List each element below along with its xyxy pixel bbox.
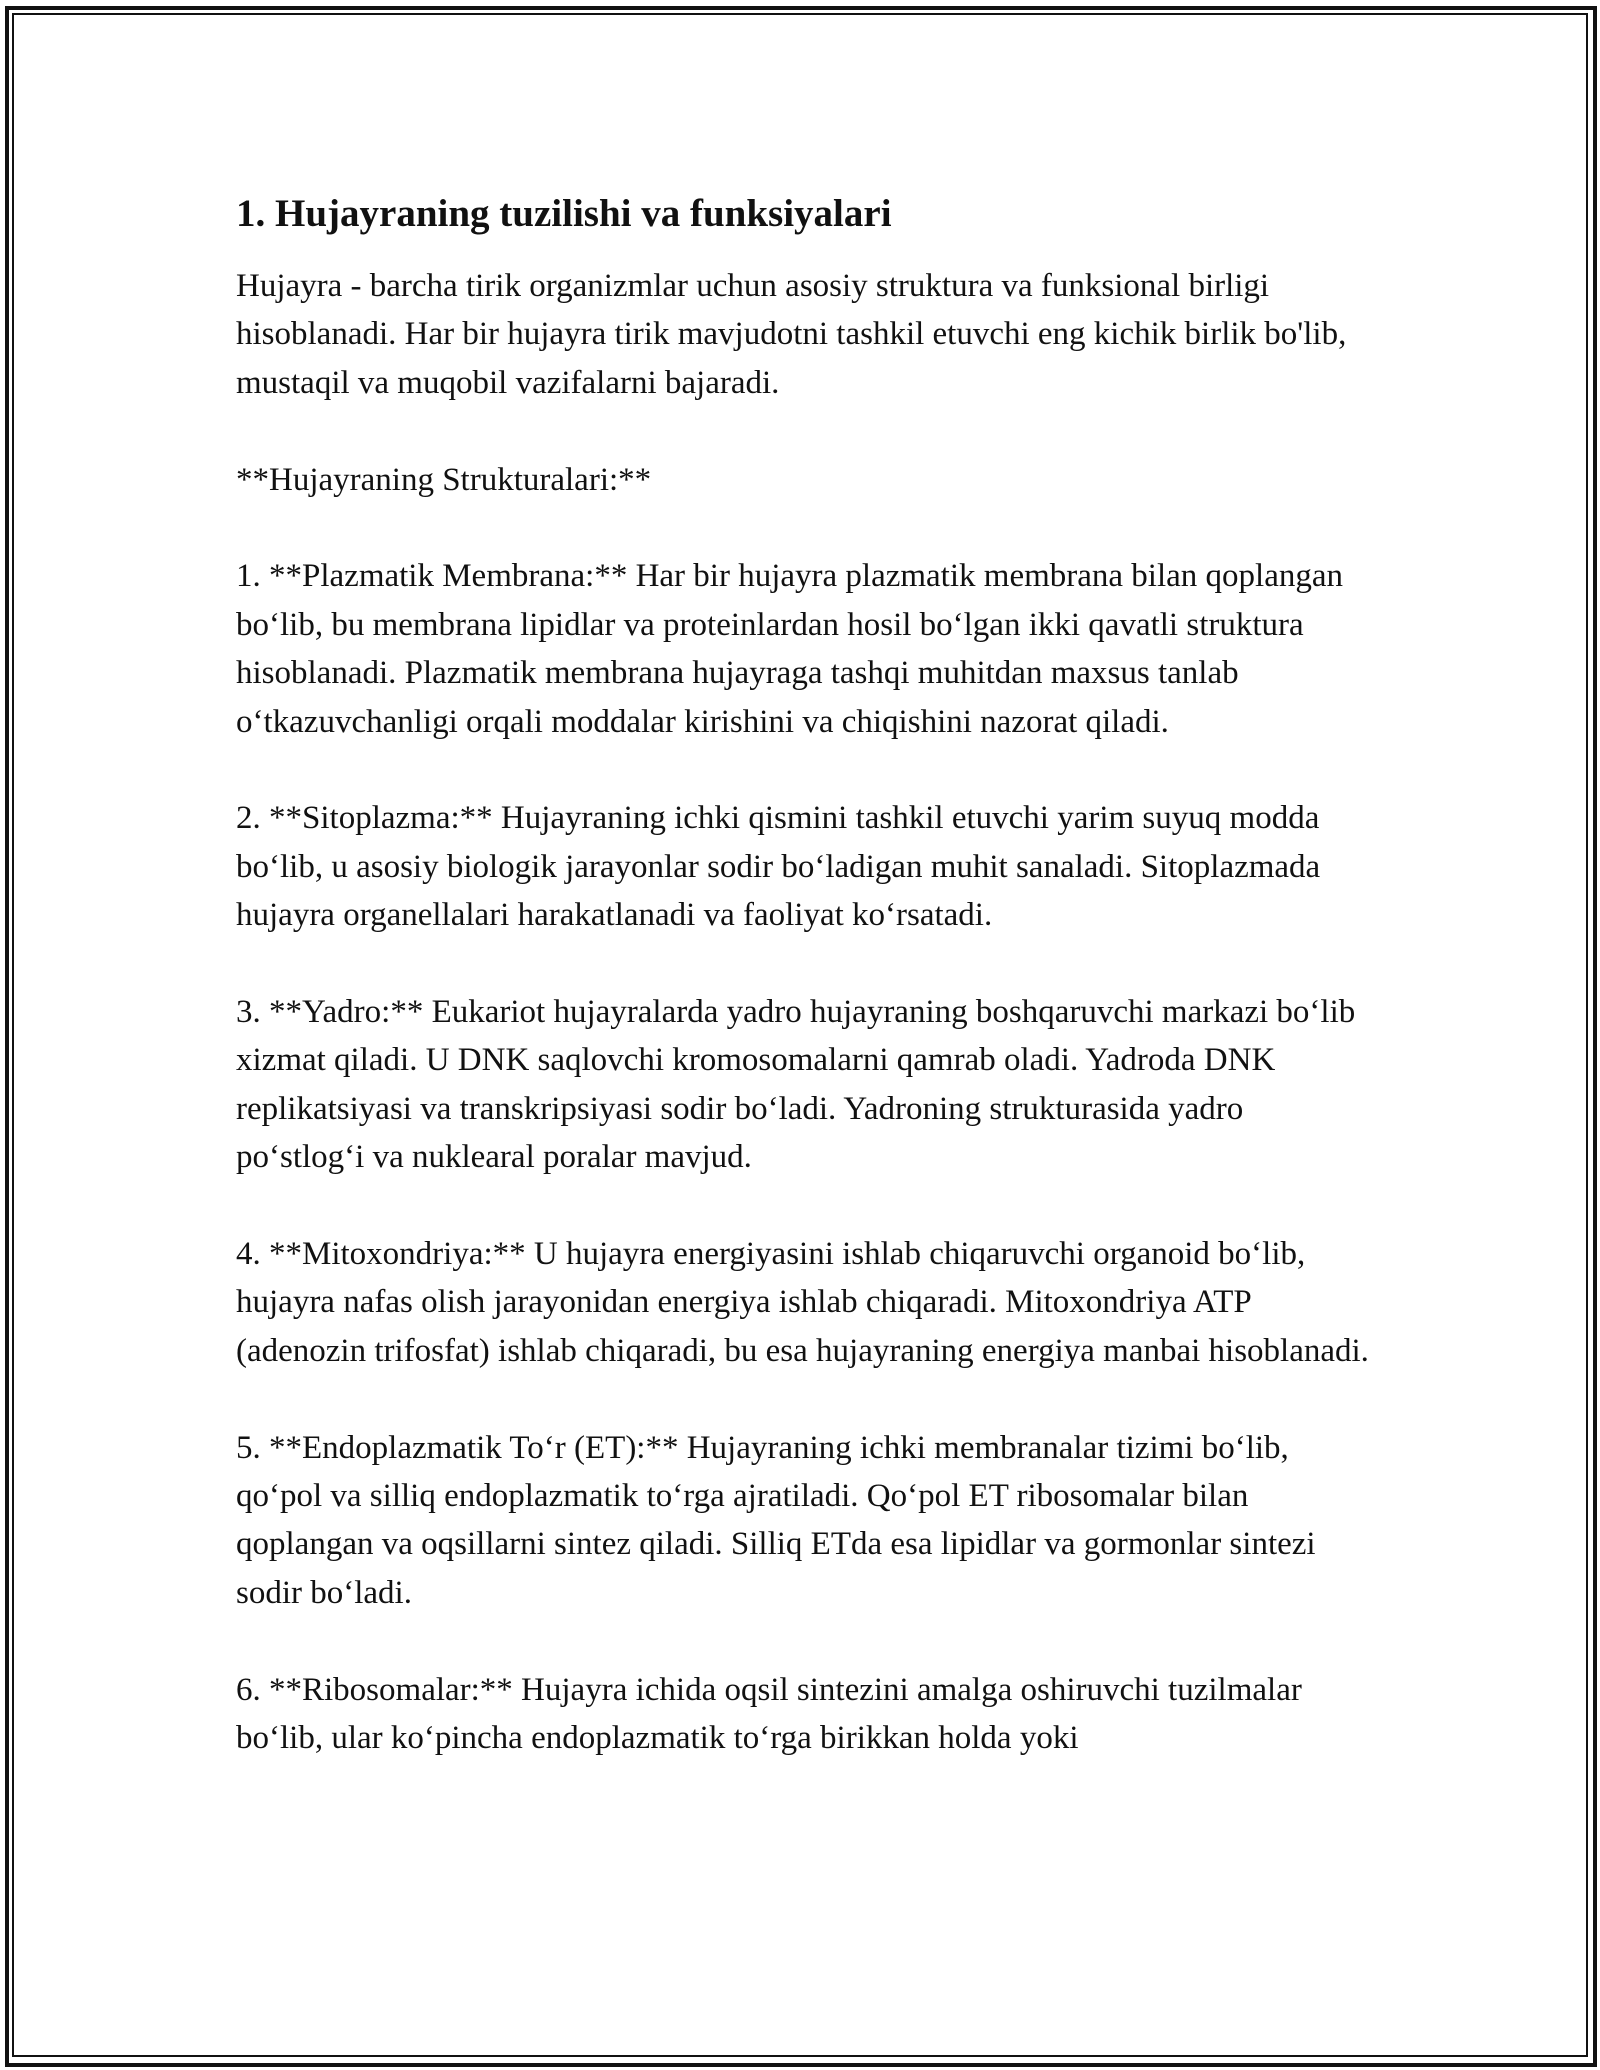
paragraph-cytoplasm: 2. **Sitoplazma:** Hujayraning ichki qismini tashkil etuvchi yarim suyuq modda bo‘lib, u asosiy biologik jarayonlar sodir bo‘ladigan muhit sanaladi. Sitoplazmada hujayra organellalari harakatlanadi va faoliyat ko‘rsatadi. (236, 800, 1321, 934)
paragraph-mitochondria: 4. **Mitoxondriya:** U hujayra energiyasini ishlab chiqaruvchi organoid bo‘lib, hujayra nafas olish jarayonidan energiya ishlab chiqaradi. Mitoxondriya ATP (adenozin trifosfat) ishlab chiqaradi, bu esa hujayraning energiya manbai hisoblanadi. (236, 1236, 1369, 1369)
paragraph-plasma-membrane: 1. **Plazmatik Membrana:** Har bir hujayra plazmatik membrana bilan qoplangan bo‘lib, bu membrana lipidlar va proteinlardan hosil bo‘lgan ikki qavatli struktura hisoblanadi. Plazmatik membrana hujayraga tashqi muhitdan maxsus tanlab o‘tkazuvchanligi orqali moddalar kirishini va chiqishini nazorat qiladi. (236, 558, 1343, 740)
paragraph-ribosomes: 6. **Ribosomalar:** Hujayra ichida oqsil sintezini amalga oshiruvchi tuzilmalar bo‘lib, ular ko‘pincha endoplazmatik to‘rga birikkan holda yoki (236, 1671, 1302, 1757)
paragraph-structures-heading: **Hujayraning Strukturalari:** (236, 461, 652, 498)
document-title: 1. Hujayraning tuzilishi va funksiyalari (236, 192, 892, 235)
paragraph-nucleus: 3. **Yadro:** Eukariot hujayralarda yadro hujayraning boshqaruvchi markazi bo‘lib xizmat qiladi. U DNK saqlovchi kromosomalarni qamrab oladi. Yadroda DNK replikatsiyasi va transkripsiyasi sodir bo‘ladi. Yadroning strukturasida yadro po‘stlog‘i va nuklearal poralar mavjud. (236, 994, 1356, 1176)
paragraph-endoplasmic-reticulum: 5. **Endoplazmatik To‘r (ET):** Hujayraning ichki membranalar tizimi bo‘lib, qo‘pol va silliq endoplazmatik to‘rga ajratiladi. Qo‘pol ET ribosomalar bilan qoplangan va oqsillarni sintez qiladi. Silliq ETda esa lipidlar va gormonlar sintezi sodir bo‘ladi. (236, 1429, 1316, 1611)
paragraph-intro: Hujayra - barcha tirik organizmlar uchun asosiy struktura va funksional birligi hisoblanadi. Har bir hujayra tirik mavjudotni tashkil etuvchi eng kichik birlik bo'lib, mustaqil va muqobil vazifalarni bajaradi. (236, 268, 1347, 401)
document-body (236, 186, 1376, 1762)
